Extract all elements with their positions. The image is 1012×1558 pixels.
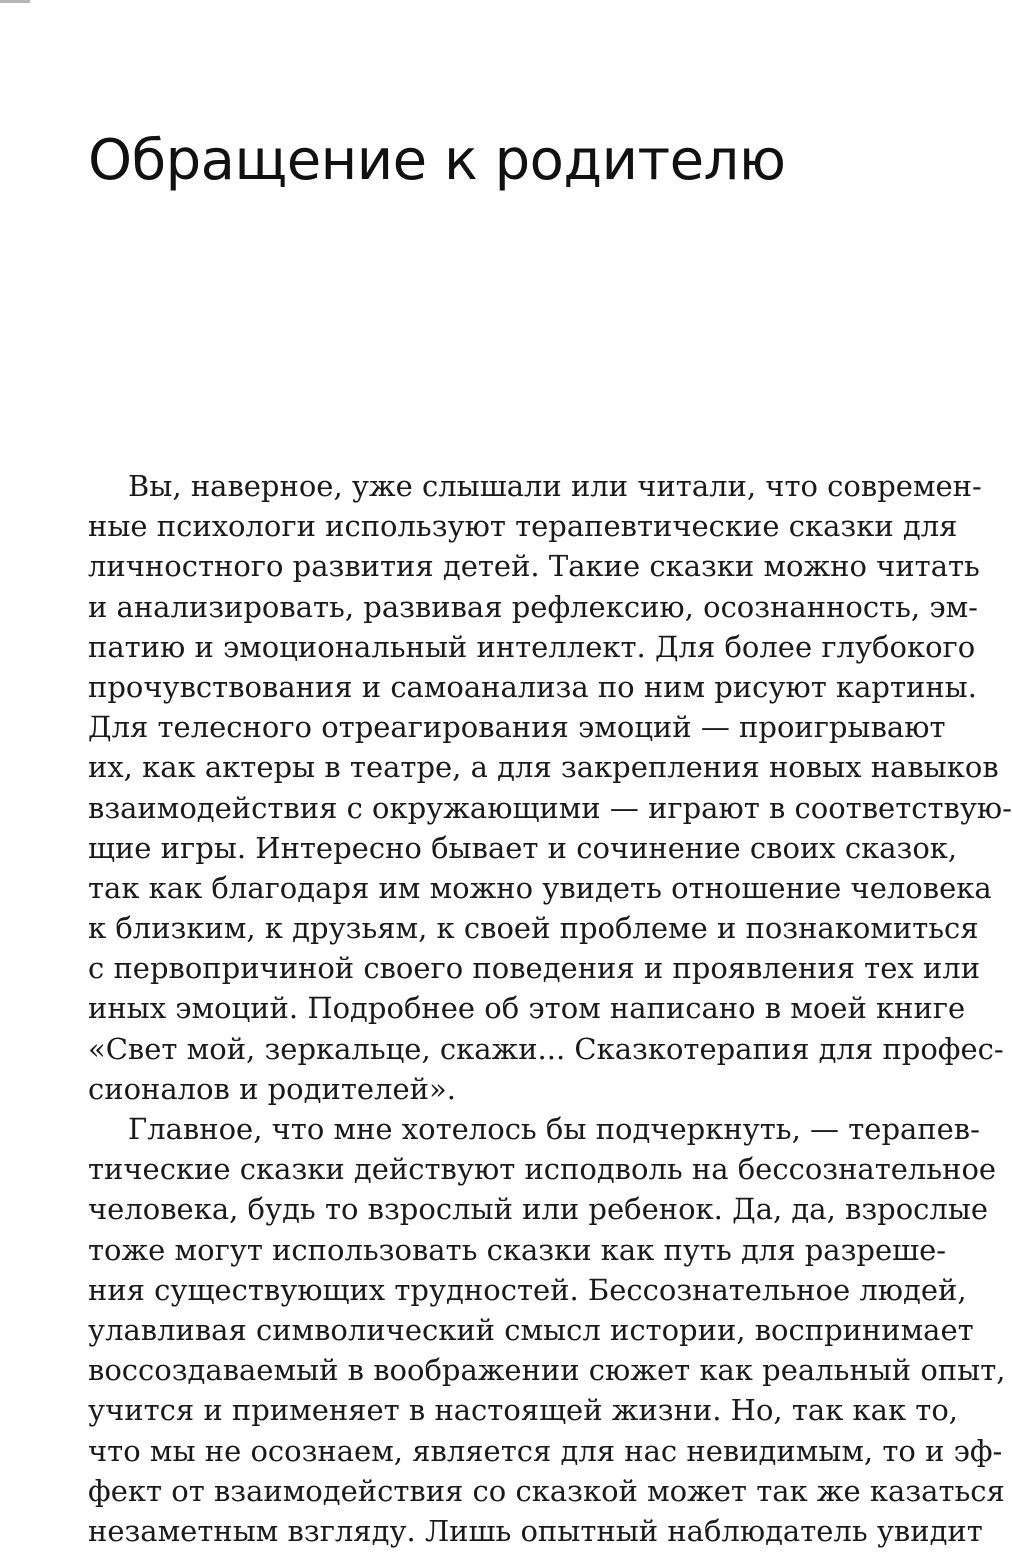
text-line: воссоздаваемый в воображении сюжет как реальный опыт, (88, 1353, 1006, 1388)
text-line: человека, будь то взрослый или ребенок. Да, да, взрослые (88, 1192, 989, 1227)
text-line: сионалов и родителей». (88, 1071, 456, 1106)
text-line: иных эмоций. Подробнее об этом написано в моей книге (88, 991, 966, 1026)
text-line: ные психологи используют терапевтические сказки для (88, 509, 958, 544)
text-line: с первопричиной своего поведения и проявления тех или (88, 951, 981, 986)
text-line: так как благодаря им можно увидеть отношение человека (88, 870, 992, 905)
paragraph-1 (88, 466, 1012, 1109)
text-line: ния существующих трудностей. Бессознательное людей, (88, 1272, 967, 1307)
text-line: их, как актеры в театре, а для закрепления новых навыков (88, 750, 999, 785)
text-line: Главное, что мне хотелось бы подчеркнуть, — терапев- (128, 1112, 980, 1146)
text-line: тоже могут использовать сказки как путь для разреше- (88, 1232, 947, 1267)
text-line: патию и эмоциональный интеллект. Для более глубокого (88, 629, 976, 664)
paragraph-2 (88, 1109, 1006, 1551)
page-title: Обращение к родителю (88, 128, 786, 193)
body-text (88, 466, 1012, 1551)
text-line: что мы не осознаем, является для нас невидимым, то и эф- (88, 1433, 1003, 1468)
text-line: взаимодействия с окружающими — играют в соответствую- (88, 790, 1012, 825)
text-line: и анализировать, развивая рефлексию, осознанность, эм- (88, 589, 978, 624)
scan-corner-mark (0, 0, 30, 3)
text-line: фект от взаимодействия со сказкой может так же казаться (88, 1473, 1005, 1508)
text-line: личностного развития детей. Такие сказки можно читать (88, 549, 980, 584)
text-line: Вы, наверное, уже слышали или читали, что современ- (128, 469, 982, 503)
text-line: улавливая символический смысл истории, воспринимает (88, 1312, 974, 1347)
text-line: учится и применяет в настоящей жизни. Но, так как то, (88, 1393, 959, 1428)
text-line: Для телесного отреагирования эмоций — проигрывают (88, 710, 946, 745)
text-line: прочувствования и самоанализа по ним рисуют картины. (88, 669, 977, 704)
text-line: к близким, к друзьям, к своей проблеме и познакомиться (88, 911, 979, 946)
text-line: тические сказки действуют исподволь на бессознательное (88, 1152, 997, 1187)
text-line: щие игры. Интересно бывает и сочинение своих сказок, (88, 830, 958, 865)
text-line: незаметным взгляду. Лишь опытный наблюдатель увидит (88, 1513, 983, 1548)
text-line: «Свет мой, зеркальце, скажи... Сказкотерапия для профес- (88, 1031, 1004, 1066)
